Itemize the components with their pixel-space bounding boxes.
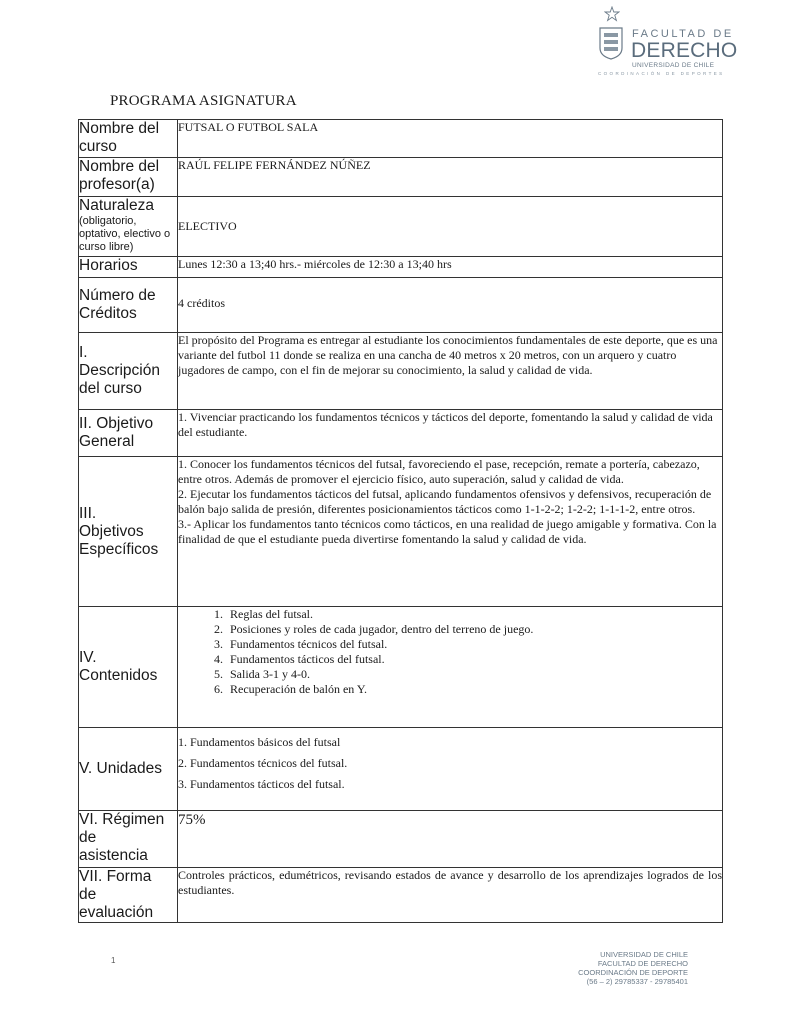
row-contents [79,607,723,728]
row-units [79,728,723,811]
row-nature [79,197,723,257]
row-general-objective [79,410,723,457]
description-label: I. Descripción del curso [79,333,178,410]
logo-line-4: COORDINACIÓN DE DEPORTES [598,71,725,76]
row-credits [79,278,723,333]
attendance-label: VI. Régimen de asistencia [79,811,178,868]
row-description [79,333,723,410]
document-title: PROGRAMA ASIGNATURA [110,93,297,109]
page-number: 1 [111,956,116,965]
course-name-value: FUTSAL O FUTBOL SALA [178,120,723,158]
course-name-label: Nombre del curso [79,120,178,158]
row-evaluation [79,868,723,923]
schedule-value: Lunes 12:30 a 13;40 hrs.- miércoles de 12:30 a 13;40 hrs [178,257,723,278]
nature-sublabel: (obligatorio, optativo, electivo o curso libre) [79,215,171,253]
row-schedule [79,257,723,278]
contents-item: 6. Recuperación de balón en Y. [226,682,722,697]
logo-line-3: UNIVERSIDAD DE CHILE [632,62,715,69]
teacher-value: RAÚL FELIPE FERNÁNDEZ NÚÑEZ [178,158,723,197]
evaluation-value: Controles prácticos, edumétricos, revisando estados de avance y desarrollo de los aprendizajes logrados de los estudiantes. [178,868,723,923]
contents-label: IV. Contenidos [79,607,178,728]
general-objective-value: 1. Vivenciar practicando los fundamentos técnicos y tácticos del deporte, fomentando la salud y calidad de vida del estudiante. [178,410,723,457]
unit-item: 2. Fundamentos técnicos del futsal. [178,756,348,770]
logo-line-2: DERECHO [631,39,738,62]
contents-item: 2. Posiciones y roles de cada jugador, dentro del terreno de juego. [226,622,722,637]
nature-value: ELECTIVO [178,197,723,257]
footer-address: UNIVERSIDAD DE CHILE FACULTAD DE DERECHO COORDINACIÓN DE DEPORTE (56 – 2) 29785337 - 29785401 [578,950,688,986]
teacher-label: Nombre del profesor(a) [79,158,178,197]
unit-item: 3. Fundamentos tácticos del futsal. [178,777,345,791]
contents-item: 4. Fundamentos tácticos del futsal. [226,652,722,667]
schedule-label: Horarios [79,257,178,278]
unit-item: 1. Fundamentos básicos del futsal [178,735,341,749]
units-value [178,728,723,811]
units-label: V. Unidades [79,728,178,811]
specific-objectives-label: III. Objetivos Específicos [79,457,178,607]
credits-label: Número de Créditos [79,278,178,333]
row-specific-objectives [79,457,723,607]
specific-objectives-value [178,457,723,607]
contents-value [178,607,723,728]
shield-icon [598,26,624,60]
row-attendance [79,811,723,868]
credits-value: 4 créditos [178,278,723,333]
contents-item: 5. Salida 3-1 y 4-0. [226,667,722,682]
contents-item: 3. Fundamentos técnicos del futsal. [226,637,722,652]
row-course-name [79,120,723,158]
nature-label: Naturaleza (obligatorio, optativo, electivo o curso libre) [79,197,178,257]
specific-objective-item: 3.- Aplicar los fundamentos tanto técnicos como tácticos, en una realidad de juego amigable y formativa. Con la finalidad de que el estudiante pueda divertirse fomentando la salud y calidad de vida. [178,517,717,546]
row-teacher [79,158,723,197]
logo-line-1: FACULTAD DE [632,28,734,40]
contents-list [178,607,722,697]
specific-objective-item: 1. Conocer los fundamentos técnicos del futsal, favoreciendo el pase, recepción, remate a portería, cabezazo, entre otros. Además de promover el ejercicio físico, auto superación, salud y calidad de vida. [178,457,700,486]
contents-item: 1. Reglas del futsal. [226,607,722,622]
description-value: El propósito del Programa es entregar al estudiante los conocimientos fundamentales de este deporte, que es una variante del futbol 11 donde se realiza en una cancha de 40 metros x 20 metros, con un arquero y cuatro jugadores de campo, con el fin de mejorar su conocimiento, la salud y calidad de vida. [178,333,723,410]
attendance-value: 75% [178,811,723,868]
specific-objective-item: 2. Ejecutar los fundamentos tácticos del futsal, aplicando fundamentos ofensivos y defensivos, recuperación de balón bajo salida de presión, diferentes posicionamientos tácticos como 1-1-2-2; 1-2-2; 1-1-1-2, entre otros. [178,487,712,516]
star-icon [604,6,620,22]
general-objective-label: II. Objetivo General [79,410,178,457]
faculty-logo [598,12,738,78]
course-program-table [78,119,723,923]
evaluation-label: VII. Forma de evaluación [79,868,178,923]
